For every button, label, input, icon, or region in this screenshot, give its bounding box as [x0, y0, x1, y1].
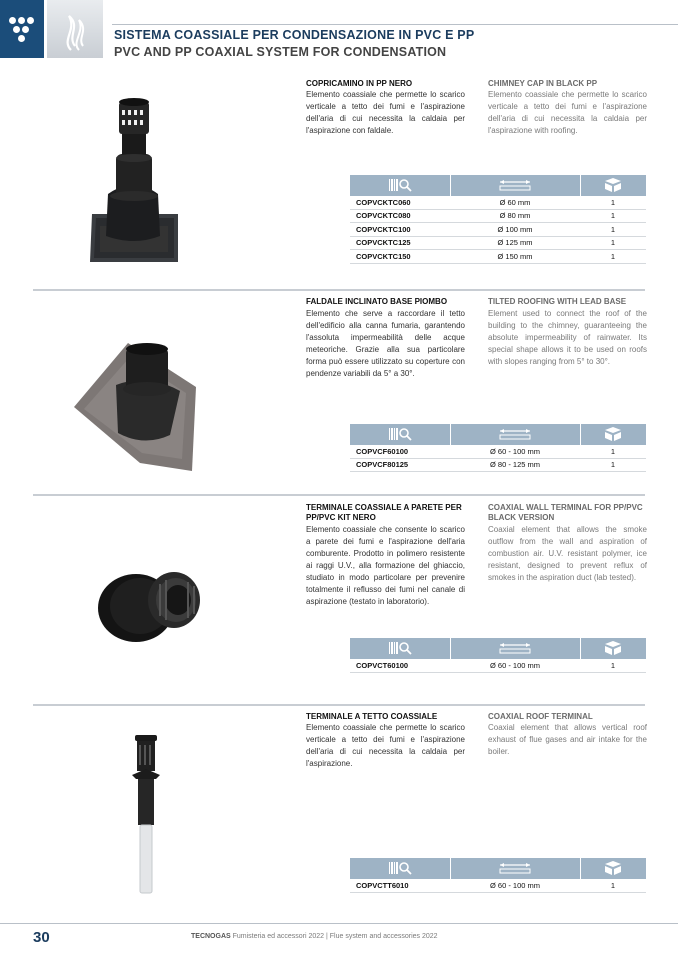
code-header [350, 858, 450, 879]
product-title-en: TILTED ROOFING WITH LEAD BASE [488, 297, 627, 306]
product-code: COPVCF80125 [350, 458, 450, 472]
product-description-en: Coaxial element that allows the smoke outflow from the wall and aspiration of combustion air. U.V. resistant polymer, ice resistant, designed to prevent reflux of smokes in the aspiration duct (lab tested). [488, 525, 647, 582]
product-description-en: Elemento coassiale che permette lo scarico verticale a tetto dei fumi e l'aspirazione dell'aria di cui necessita la caldaia per l'aspirazione with roofing. [488, 90, 647, 135]
barcode-search-icon [387, 640, 413, 658]
product-table [350, 858, 646, 893]
section-divider [33, 494, 645, 496]
wall-terminal-photo [96, 560, 206, 646]
barcode-search-icon [387, 177, 413, 195]
ruler-icon [498, 861, 532, 877]
logo-dot-icon [9, 17, 16, 24]
page-subtitle: PVC AND PP COAXIAL SYSTEM FOR CONDENSATION [114, 45, 447, 59]
ruler-icon [498, 641, 532, 657]
package-icon [602, 177, 624, 195]
product-code: COPVCKTC080 [350, 209, 450, 223]
product-code: COPVCKTC060 [350, 196, 450, 209]
page-number: 30 [33, 929, 50, 946]
product-code: COPVCT60100 [350, 659, 450, 672]
code-header [350, 638, 450, 659]
product-code: COPVCKTC150 [350, 250, 450, 264]
product-dimension: Ø 125 mm [450, 236, 580, 250]
product-title-en: CHIMNEY CAP IN BLACK PP [488, 79, 598, 88]
dimension-header [450, 175, 580, 196]
product-code: COPVCKTC100 [350, 223, 450, 237]
lead-roofing-photo [70, 335, 198, 475]
product-title-it: FALDALE INCLINATO BASE PIOMBO [306, 297, 448, 306]
table-row [350, 196, 646, 209]
product-dimension: Ø 80 mm [450, 209, 580, 223]
product-description-en: Coaxial element that allows vertical roof exhaust of flue gases and air intake for the boiler. [488, 723, 647, 756]
package-icon [602, 860, 624, 878]
product-title-en: COAXIAL ROOF TERMINAL [488, 712, 593, 721]
dimension-header [450, 858, 580, 879]
product-dimension: Ø 60 - 100 mm [450, 445, 580, 458]
product-quantity: 1 [580, 458, 646, 472]
logo-dot-icon [27, 17, 34, 24]
footer-brand: TECNOGAS [191, 933, 231, 940]
dimension-header [450, 424, 580, 445]
product-dimension: Ø 60 - 100 mm [450, 879, 580, 892]
product-table [350, 175, 646, 264]
product-title-en: COAXIAL WALL TERMINAL FOR PP/PVC BLACK VERSION [488, 503, 643, 522]
product-code: COPVCKTC125 [350, 236, 450, 250]
logo-dot-icon [13, 26, 20, 33]
chimney-cap-photo [86, 96, 182, 266]
product-dimension: Ø 150 mm [450, 250, 580, 264]
quantity-header [580, 424, 646, 445]
table-row [350, 209, 646, 223]
product-code: COPVCF60100 [350, 445, 450, 458]
section-divider [33, 289, 645, 291]
package-icon [602, 426, 624, 444]
product-dimension: Ø 60 - 100 mm [450, 659, 580, 672]
product-title-it: TERMINALE COASSIALE A PARETE PER PP/PVC KIT NERO [306, 503, 462, 522]
product-quantity: 1 [580, 223, 646, 237]
product-dimension: Ø 80 - 125 mm [450, 458, 580, 472]
product-description-it: Elemento che serve a raccordare il tetto dell'edificio alla canna fumaria, garantendo l'assoluta impermeabilità delle acque meteoriche. Grazie alla sua particolare forma può essere utilizzato su coperture con pendenze variabili da 5° a 30°. [306, 309, 465, 378]
ruler-icon [498, 427, 532, 443]
logo-dot-icon [18, 35, 25, 42]
quantity-header [580, 858, 646, 879]
footer-text: Fumisteria ed accessori 2022 | Flue system and accessories 2022 [232, 933, 438, 940]
product-description-it: Elemento coassiale che consente lo scarico a parete dei fumi e l'aspirazione dell'aria comburente. Prodotto in polimero resistente ai raggi U.V., alla formazione del ghiaccio, studiato in modo particolare per prevenire totalmente il reflusso dei fumi nel canale di aspirazione (testato in laboratorio). [306, 525, 465, 606]
product-table [350, 424, 646, 472]
quantity-header [580, 175, 646, 196]
product-quantity: 1 [580, 250, 646, 264]
product-quantity: 1 [580, 879, 646, 892]
brand-logo [0, 0, 44, 58]
flame-icon [47, 0, 103, 58]
logo-dot-icon [22, 26, 29, 33]
product-dimension: Ø 100 mm [450, 223, 580, 237]
quantity-header [580, 638, 646, 659]
product-quantity: 1 [580, 209, 646, 223]
code-header [350, 424, 450, 445]
ruler-icon [498, 178, 532, 194]
table-row [350, 879, 646, 892]
product-title-it: TERMINALE A TETTO COASSIALE [306, 712, 438, 721]
page-title: SISTEMA COASSIALE PER CONDENSAZIONE IN PVC E PP [114, 28, 475, 42]
footer-caption [191, 933, 438, 940]
table-row [350, 223, 646, 237]
product-quantity: 1 [580, 236, 646, 250]
header-rule [112, 24, 678, 25]
roof-terminal-photo [128, 735, 164, 895]
package-icon [602, 640, 624, 658]
barcode-search-icon [387, 860, 413, 878]
section-divider [33, 704, 645, 706]
dimension-header [450, 638, 580, 659]
product-table [350, 638, 646, 673]
product-quantity: 1 [580, 445, 646, 458]
product-quantity: 1 [580, 196, 646, 209]
product-dimension: Ø 60 mm [450, 196, 580, 209]
logo-dot-icon [18, 17, 25, 24]
barcode-search-icon [387, 426, 413, 444]
product-description-it: Elemento coassiale che permette lo scarico verticale a tetto dei fumi e l'aspirazione dell'aria di cui necessita la caldaia per l'aspirazione con faldale. [306, 90, 465, 135]
product-description-it: Elemento coassiale che permette lo scarico verticale a tetto dei fumi e l'aspirazione dell'aria di cui necessita la caldaia per l'aspirazione. [306, 723, 465, 768]
product-code: COPVCTT6010 [350, 879, 450, 892]
table-row [350, 236, 646, 250]
code-header [350, 175, 450, 196]
product-quantity: 1 [580, 659, 646, 672]
table-row [350, 250, 646, 264]
product-description-en: Element used to connect the roof of the building to the chimney, guaranteeing the absolute impermeability of rainwater. Its special shape allows it to be used on roofs with slopes ranging from 5° to 30°. [488, 309, 647, 366]
table-row [350, 445, 646, 458]
table-row [350, 659, 646, 672]
footer-rule [0, 923, 678, 924]
table-row [350, 458, 646, 472]
product-title-it: COPRICAMINO IN PP NERO [306, 79, 413, 88]
